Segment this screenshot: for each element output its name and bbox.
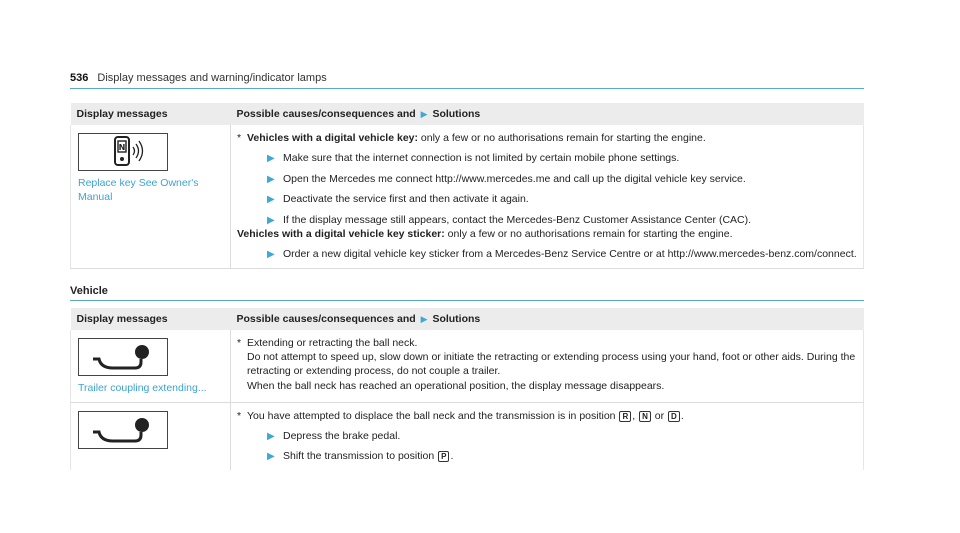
arrow-right-icon: ▶ — [267, 173, 275, 185]
phone-key-nfc-icon — [78, 133, 168, 171]
arrow-right-icon: ▶ — [267, 214, 275, 226]
gear-p-icon: P — [438, 451, 449, 462]
svg-text:N: N — [118, 143, 126, 152]
cause-digital-key: * Vehicles with a digital vehicle key: only a few or no authorisations remain for starting the engine. — [237, 132, 706, 144]
page-header — [70, 72, 327, 84]
header-causes: Possible causes/consequences and ▶ Solutions — [231, 308, 864, 330]
section-title: Vehicle — [70, 285, 108, 297]
message-caption: Replace key See Owner's Manual — [78, 177, 199, 203]
cause-transmission: * You have attempted to displace the ball neck and the transmission is in position R , N or D . — [237, 409, 684, 422]
message-caption: Trailer coupling extending... — [78, 382, 207, 394]
gear-d-icon: D — [668, 411, 680, 422]
display-cell — [71, 330, 231, 402]
solution-step: ▶ If the display message still appears, contact the Mercedes-Benz Customer Assistance Center (CAC). — [267, 213, 752, 226]
page-title: Display messages and warning/indicator lamps — [97, 72, 327, 84]
display-messages-table-key — [70, 103, 864, 269]
trailer-hitch-icon — [78, 338, 168, 376]
table-header-row — [71, 308, 864, 330]
arrow-right-icon: ▶ — [267, 194, 275, 206]
causes-cell — [231, 125, 864, 268]
cause-key-sticker: Vehicles with a digital vehicle key sticker: only a few or no authorisations remain for starting the engine. — [237, 228, 733, 241]
table-row — [71, 330, 864, 402]
cause-warning: Do not attempt to speed up, slow down or initiate the retracting or extending process using your hand, foot or other aids. During the retracting or extending process, do not couple a trailer. — [247, 351, 856, 378]
table-header-row — [71, 103, 864, 125]
display-cell — [71, 125, 231, 268]
header-display-messages: Display messages — [71, 103, 231, 125]
table-row — [71, 402, 864, 470]
arrow-right-icon: ▶ — [267, 249, 275, 261]
header-display-messages: Display messages — [71, 308, 231, 330]
section-rule — [70, 300, 864, 301]
header-rule — [70, 88, 864, 89]
arrow-right-icon: ▶ — [267, 451, 275, 463]
display-cell — [71, 402, 231, 470]
gear-n-icon: N — [639, 411, 651, 422]
trailer-hitch-icon — [78, 411, 168, 449]
cause-extending: * Extending or retracting the ball neck. — [237, 337, 418, 349]
header-causes: Possible causes/consequences and ▶ Solutions — [231, 103, 864, 125]
arrow-right-icon: ▶ — [267, 153, 275, 165]
solution-step: ▶ Deactivate the service first and then activate it again. — [267, 193, 529, 206]
solution-step: ▶ Shift the transmission to position P . — [267, 450, 454, 463]
display-messages-table-vehicle — [70, 308, 864, 470]
causes-cell — [231, 330, 864, 402]
causes-cell — [231, 402, 864, 470]
cause-result: When the ball neck has reached an operational position, the display message disappears. — [247, 379, 665, 392]
solution-step: ▶ Open the Mercedes me connect http://www.mercedes.me and call up the digital vehicle key service. — [267, 172, 746, 185]
arrow-right-icon: ▶ — [420, 314, 428, 324]
arrow-right-icon: ▶ — [267, 430, 275, 442]
arrow-right-icon: ▶ — [420, 109, 428, 119]
solution-step: ▶ Order a new digital vehicle key sticker from a Mercedes-Benz Service Centre or at http://www.mercedes-benz.com/connect. — [267, 248, 857, 261]
page-number: 536 — [70, 72, 89, 84]
solution-step: ▶ Make sure that the internet connection is not limited by certain mobile phone settings. — [267, 152, 680, 165]
solution-step: ▶ Depress the brake pedal. — [267, 429, 401, 442]
table-row — [71, 125, 864, 268]
gear-r-icon: R — [619, 411, 631, 422]
